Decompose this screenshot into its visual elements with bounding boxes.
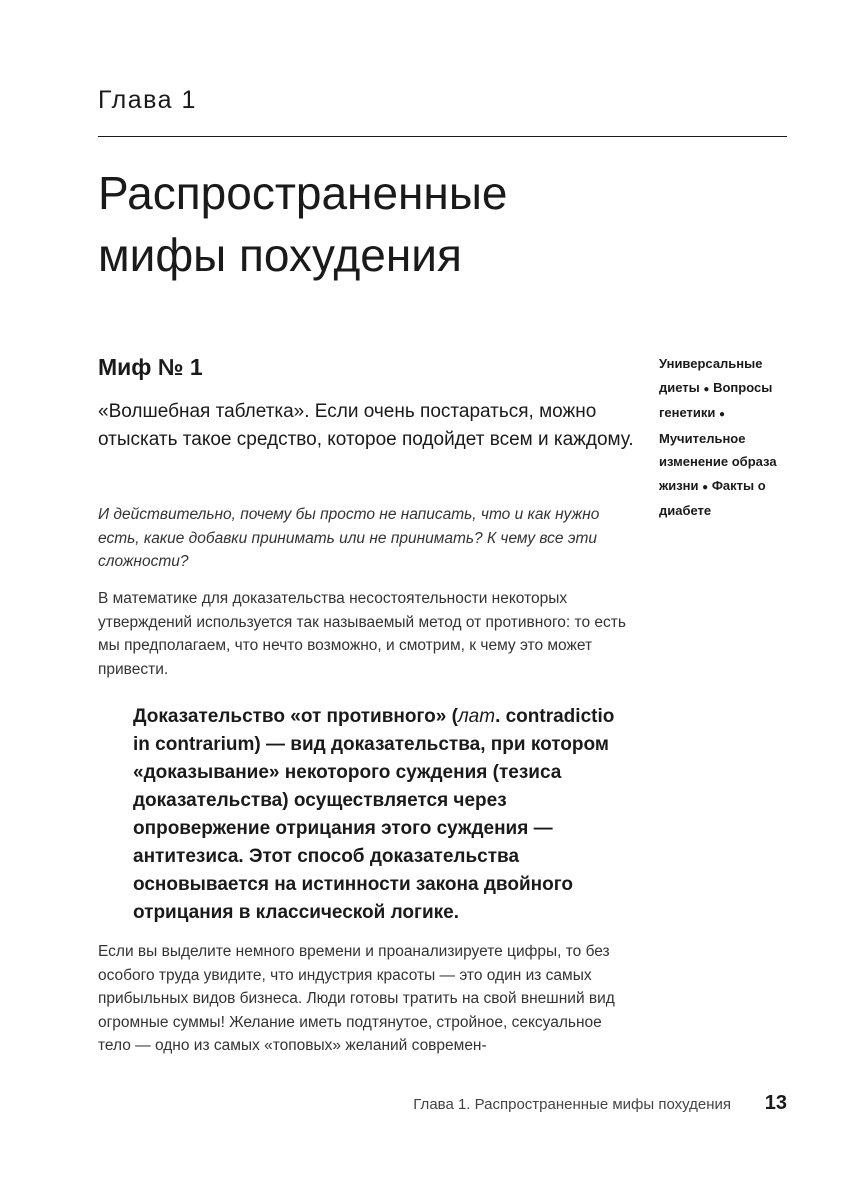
chapter-label: Глава 1 [98,86,197,114]
chapter-title-line-1: Распространенные [98,167,508,219]
paragraph-beauty-industry: Если вы выделите немного времени и проанализируете цифры, то без особого труда увидите, что индустрия красоты — это один из самых прибыльных видов бизнеса. Люди готовы тратить на свой внешний вид огромные суммы! Желание иметь подтянутое, стройное, сексуальное тело — одно из самых «топовых» желаний современ- [98,943,615,1054]
definition-quote [133,703,623,927]
page-number: 13 [764,1092,787,1114]
bullet-icon: ● [702,481,709,493]
bullet-icon: ● [719,409,726,420]
sidebar-topic-4: Факты о диабете [659,477,766,518]
paragraph-method: В математике для доказательства несостоятельности некоторых утверждений используется так называемый метод от противного: то есть мы предполагаем, что нечто возможно, и смотрим, к чему это может привести. [98,590,626,678]
sidebar-topic-1: Универсальные диеты [659,356,763,395]
chapter-title [98,162,748,286]
quote-abbr: лат [457,706,496,727]
header-rule [98,136,787,137]
chapter-title-line-2: мифы похудения [98,229,462,281]
myth-heading: Миф № 1 [98,354,203,380]
quote-rest: . contradictio in contrarium) — вид доказательства, при котором «доказывание» некоторого суждения (тезиса доказательства) осуществляется через опровержение отрицания этого суждения — антитезиса. Этот способ доказательства основывается на истинности закона двойного отрицания в классической логике. [133,706,615,923]
sidebar-topic-3: Мучительное изменение образа жизни [659,430,777,493]
sidebar-topic-2: Вопросы генетики [659,379,773,420]
sidebar-topics [659,352,789,523]
myth-lead: «Волшебная таблетка». Если очень постараться, можно отыскать такое средство, которое подойдет всем и каждому. [98,401,634,450]
quote-start: Доказательство «от противного» ( [133,706,458,727]
italic-question: И действительно, почему бы просто не написать, что и как нужно есть, какие добавки принимать или не принимать? К чему все эти сложности? [98,506,600,570]
running-title: Глава 1. Распространенные мифы похудения [413,1096,731,1113]
bullet-icon: ● [703,383,710,395]
